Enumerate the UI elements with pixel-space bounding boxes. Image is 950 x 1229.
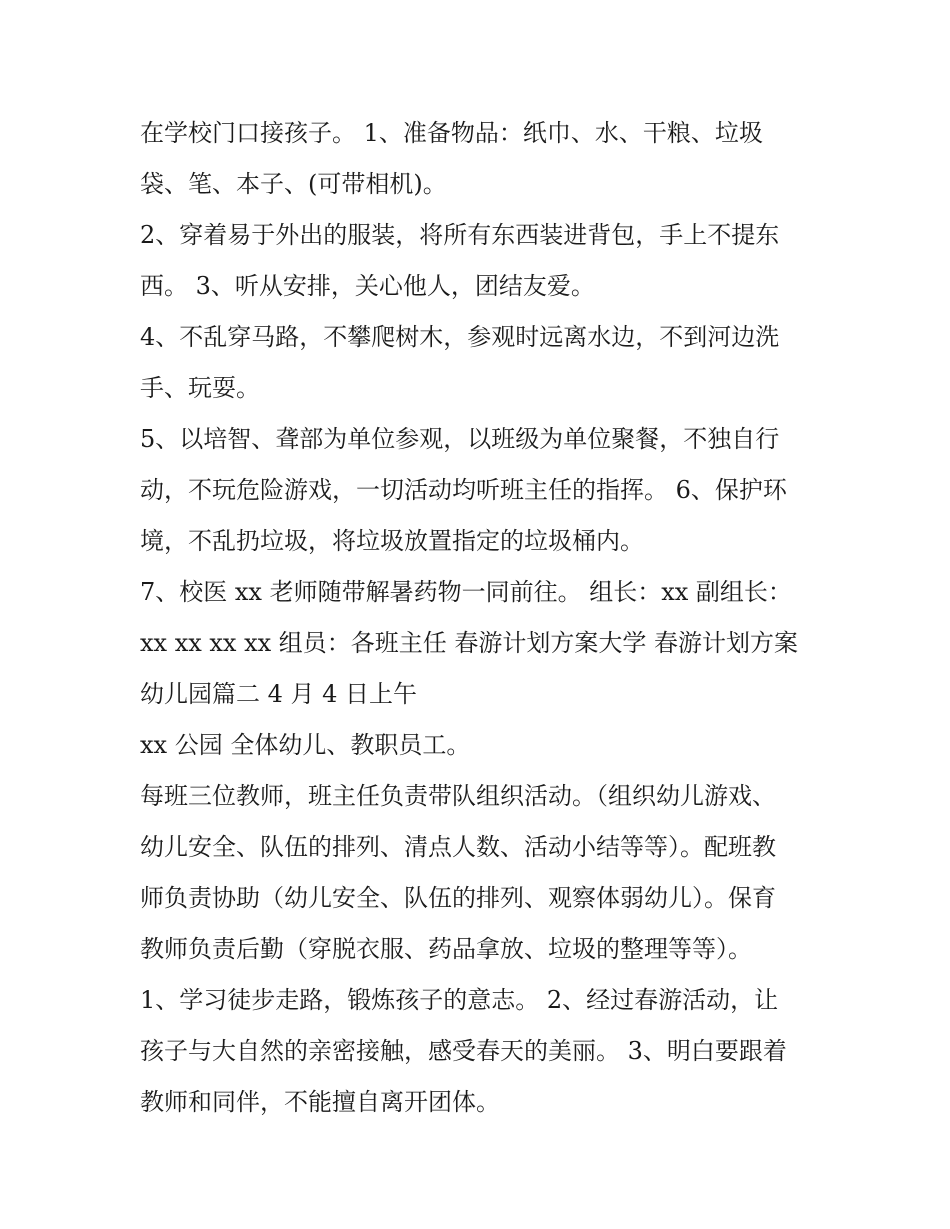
text-line: 西。 3、听从安排，关心他人，团结友爱。 <box>140 272 595 300</box>
text-line: 2、穿着易于外出的服装，将所有东西装进背包，手上不提东 <box>140 221 780 249</box>
text-line: 袋、笔、本子、(可带相机)。 <box>140 170 447 198</box>
text-line: 在学校门口接孩子。 1、准备物品：纸巾、水、干粮、垃圾 <box>140 119 763 147</box>
text-line: 动，不玩危险游戏，一切活动均听班主任的指挥。 6、保护环 <box>140 476 787 504</box>
document-body <box>140 108 820 1128</box>
text-line: 5、以培智、聋部为单位参观，以班级为单位聚餐，不独自行 <box>140 425 780 453</box>
text-line: 孩子与大自然的亲密接触，感受春天的美丽。 3、明白要跟着 <box>140 1037 787 1065</box>
text-line: 每班三位教师，班主任负责带队组织活动。（组织幼儿游戏、 <box>140 782 776 810</box>
text-line: 幼儿园篇二 4 月 4 日上午 <box>140 680 418 708</box>
text-line: 教师负责后勤（穿脱衣服、药品拿放、垃圾的整理等等）。 <box>140 935 752 963</box>
text-line: 教师和同伴，不能擅自离开团体。 <box>140 1088 500 1116</box>
text-line: 1、学习徒步走路，锻炼孩子的意志。 2、经过春游活动，让 <box>140 986 779 1014</box>
text-line: 境，不乱扔垃圾，将垃圾放置指定的垃圾桶内。 <box>140 527 644 555</box>
text-line: 师负责协助（幼儿安全、队伍的排列、观察体弱幼儿）。保育 <box>140 884 776 912</box>
text-line: 幼儿安全、队伍的排列、清点人数、活动小结等等）。配班教 <box>140 833 776 861</box>
text-line: xx 公园 全体幼儿、教职员工。 <box>140 731 471 759</box>
text-line: 手、玩耍。 <box>140 374 260 402</box>
text-line: 7、校医 xx 老师随带解暑药物一同前往。 组长：xx 副组长： <box>140 578 792 606</box>
text-line: 4、不乱穿马路，不攀爬树木，参观时远离水边，不到河边洗 <box>140 323 780 351</box>
text-line: xx xx xx xx 组员：各班主任 春游计划方案大学 春游计划方案 <box>140 629 799 657</box>
